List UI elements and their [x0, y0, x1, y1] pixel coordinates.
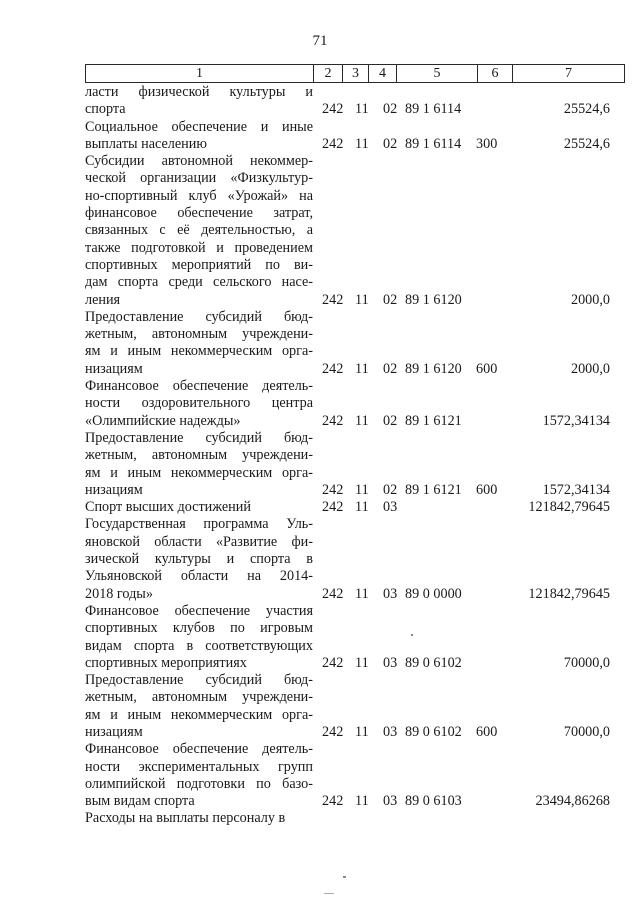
column-header-7: 7: [513, 65, 625, 83]
description-line: но-спортивный клуб «Урожай» на: [85, 187, 313, 204]
target-article-code: 89 0 6103: [405, 793, 462, 810]
scan-speck: [324, 893, 334, 894]
column-header-3: 3: [343, 65, 369, 83]
amount-value: 25524,6: [563, 135, 610, 152]
description-line: «Олимпийские надежды»: [85, 412, 241, 429]
description-line: Социальное обеспечение и иные: [85, 118, 313, 135]
subsection-code: 02: [383, 412, 398, 429]
table-row: [85, 516, 624, 602]
subsection-code: 03: [383, 654, 398, 671]
target-article-code: 89 1 6121: [405, 481, 462, 498]
section-code: 11: [355, 412, 369, 429]
description-line: ласти физической культуры и: [85, 84, 313, 100]
row-codes: [85, 810, 624, 827]
row-codes: [85, 361, 624, 378]
description-line: связанных с её деятельностью, а: [85, 222, 313, 239]
ministry-code: 242: [322, 481, 344, 498]
table-row: [85, 378, 624, 430]
ministry-code: 242: [322, 585, 344, 602]
description-line: низациям: [85, 481, 143, 498]
amount-value: 23494,86268: [535, 793, 610, 810]
description-line: Финансовое обеспечение деятель-: [85, 741, 313, 758]
description-line: ности оздоровительного центра: [85, 395, 313, 412]
section-code: 11: [355, 481, 369, 498]
target-article-code: 89 1 6120: [405, 291, 462, 308]
amount-value: 70000,0: [563, 654, 610, 671]
description-line: видам спорта в соответствующих: [85, 637, 313, 654]
column-header-4: 4: [369, 65, 397, 83]
description-line: Финансовое обеспечение участия: [85, 602, 313, 619]
description-line: низациям: [85, 723, 143, 740]
description-line: ям и иным некоммерческим орга-: [85, 343, 313, 360]
description-line: Предоставление субсидий бюд-: [85, 429, 313, 446]
row-codes: [85, 724, 624, 741]
amount-value: 1572,34134: [542, 412, 610, 429]
description-line: 2018 годы»: [85, 585, 153, 602]
row-codes: [85, 586, 624, 603]
description-line: спортивных мероприятиях: [85, 654, 247, 671]
column-header-5: 5: [397, 65, 478, 83]
row-codes: [85, 482, 624, 499]
description-line: Финансовое обеспечение деятель-: [85, 378, 313, 395]
row-codes: [85, 413, 624, 430]
ministry-code: 242: [322, 360, 344, 377]
target-article-code: 89 1 6120: [405, 360, 462, 377]
table-row: [85, 153, 624, 309]
section-code: 11: [355, 654, 369, 671]
scan-speck: [411, 634, 413, 636]
subsection-code: 02: [383, 101, 398, 118]
description-line: Ульяновской области на 2014-: [85, 568, 313, 585]
subsection-code: 03: [383, 499, 398, 516]
ministry-code: 242: [322, 654, 344, 671]
description-line: зической культуры и спорта в: [85, 551, 313, 568]
description-line: Расходы на выплаты персоналу в: [85, 810, 286, 827]
description-line: финансовое обеспечение затрат,: [85, 205, 313, 222]
amount-value: 121842,79645: [528, 499, 610, 516]
description-line: выплаты населению: [85, 135, 207, 152]
page-number: 71: [312, 33, 328, 49]
target-article-code: 89 0 6102: [405, 654, 462, 671]
section-code: 11: [355, 101, 369, 118]
ministry-code: 242: [322, 793, 344, 810]
target-article-code: 89 0 0000: [405, 585, 462, 602]
column-header-row: [86, 65, 625, 83]
row-codes: [85, 655, 624, 672]
row-codes: [85, 499, 624, 516]
subsection-code: 02: [383, 135, 398, 152]
amount-value: 70000,0: [563, 723, 610, 740]
description-line: олимпийской подготовки по базо-: [85, 775, 313, 792]
amount-value: 121842,79645: [528, 585, 610, 602]
table-row: [85, 430, 624, 499]
table-row: [85, 741, 624, 810]
table-row: [85, 810, 624, 827]
table-row: [85, 119, 624, 154]
ministry-code: 242: [322, 499, 344, 516]
column-header-6: 6: [478, 65, 513, 83]
amount-value: 25524,6: [563, 101, 610, 118]
description-line: дам спорта среди сельского насе-: [85, 274, 313, 291]
description-line: Предоставление субсидий бюд-: [85, 308, 313, 325]
description-line: Субсидии автономной некоммер-: [85, 153, 313, 170]
table-row: [85, 309, 624, 378]
target-article-code: 89 1 6114: [405, 135, 462, 152]
amount-value: 2000,0: [570, 360, 610, 377]
table-row: [85, 603, 624, 672]
subsection-code: 02: [383, 481, 398, 498]
section-code: 11: [355, 135, 369, 152]
subsection-code: 03: [383, 723, 398, 740]
row-codes: [85, 136, 624, 153]
description-line: низациям: [85, 360, 143, 377]
expense-type-code: 600: [476, 360, 498, 377]
amount-value: 2000,0: [570, 291, 610, 308]
target-article-code: 89 1 6114: [405, 101, 462, 118]
description-line: также подготовкой и проведением: [85, 239, 313, 256]
section-code: 11: [355, 291, 369, 308]
budget-rows: [85, 84, 624, 828]
ministry-code: 242: [322, 101, 344, 118]
table-row: [85, 499, 624, 516]
row-codes: [85, 793, 624, 810]
target-article-code: 89 1 6121: [405, 412, 462, 429]
column-header-1: 1: [86, 65, 314, 83]
ministry-code: 242: [322, 723, 344, 740]
subsection-code: 03: [383, 793, 398, 810]
expense-type-code: 600: [476, 723, 498, 740]
ministry-code: 242: [322, 412, 344, 429]
section-code: 11: [355, 723, 369, 740]
section-code: 11: [355, 585, 369, 602]
section-code: 11: [355, 793, 369, 810]
description-line: жетным, автономным учреждени-: [85, 326, 313, 343]
table-row: [85, 672, 624, 741]
description-line: спортивных мероприятий по ви-: [85, 256, 313, 273]
subsection-code: 02: [383, 291, 398, 308]
subsection-code: 02: [383, 360, 398, 377]
description-line: ческой организации «Физкультур-: [85, 170, 313, 187]
scan-speck: [343, 876, 346, 878]
ministry-code: 242: [322, 135, 344, 152]
description-line: ности экспериментальных групп: [85, 758, 313, 775]
description-line: спорта: [85, 101, 126, 118]
table-row: [85, 84, 624, 119]
expense-type-code: 300: [476, 135, 498, 152]
description-line: жетным, автономным учреждени-: [85, 447, 313, 464]
amount-value: 1572,34134: [542, 481, 610, 498]
row-codes: [85, 292, 624, 309]
ministry-code: 242: [322, 291, 344, 308]
row-codes: [85, 101, 624, 118]
target-article-code: 89 0 6102: [405, 723, 462, 740]
column-header-2: 2: [314, 65, 343, 83]
description-line: спортивных клубов по игровым: [85, 620, 313, 637]
expense-type-code: 600: [476, 481, 498, 498]
description-line: Спорт высших достижений: [85, 499, 251, 516]
description-line: вым видам спорта: [85, 793, 195, 810]
description-line: яновской области «Развитие фи-: [85, 533, 313, 550]
description-line: ям и иным некоммерческим орга-: [85, 464, 313, 481]
section-code: 11: [355, 360, 369, 377]
description-line: Предоставление субсидий бюд-: [85, 672, 313, 689]
description-line: ям и иным некоммерческим орга-: [85, 706, 313, 723]
row-description: [85, 153, 313, 309]
section-code: 11: [355, 499, 369, 516]
subsection-code: 03: [383, 585, 398, 602]
description-line: Государственная программа Уль-: [85, 516, 313, 533]
column-header-table: [85, 64, 625, 83]
description-line: ления: [85, 291, 121, 308]
description-line: жетным, автономным учреждени-: [85, 689, 313, 706]
